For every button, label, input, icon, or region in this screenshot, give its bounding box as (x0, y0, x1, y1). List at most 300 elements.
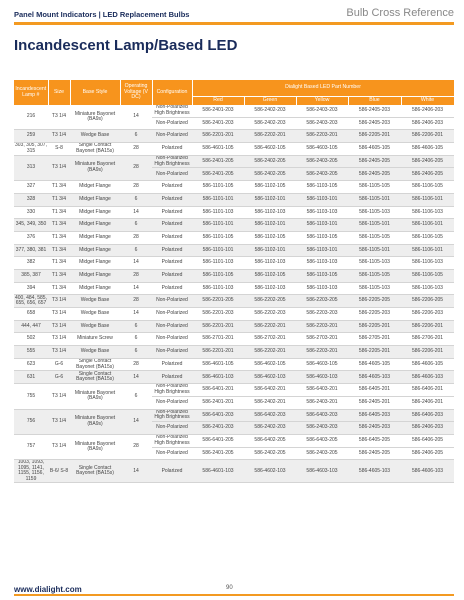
cell-part-green: 586-6402-205 (244, 434, 296, 447)
cell-part-blue: 586-2205-203 (348, 308, 401, 321)
cell-part-red: 586-2201-201 (192, 130, 244, 143)
cell-part-red: 586-4601-103 (192, 371, 244, 384)
cell-part-white: 586-2406-205 (401, 168, 454, 181)
table-row (14, 257, 454, 270)
table-body (14, 105, 454, 483)
cell-size: B-6/ S-8 (48, 460, 70, 483)
cell-part-blue: 586-2205-201 (348, 130, 401, 143)
cell-part-yellow: 586-4603-105 (296, 143, 348, 156)
cell-part-white: 586-6406-205 (401, 434, 454, 447)
cell-voltage: 14 (120, 206, 152, 219)
footer-divider (14, 594, 454, 596)
cell-lamp-number: 444, 447 (14, 320, 48, 333)
cell-part-red: 586-1101-105 (192, 269, 244, 282)
header-divider (14, 22, 454, 25)
cell-part-blue: 586-2405-201 (348, 396, 401, 409)
cell-part-white: 586-1106-101 (401, 219, 454, 232)
cell-base-style: Midget Flange (70, 193, 120, 206)
table-row (14, 434, 454, 447)
cell-part-blue: 586-1105-101 (348, 193, 401, 206)
cell-size: T1 3/4 (48, 193, 70, 206)
cell-base-style: Midget Flange (70, 181, 120, 194)
cell-voltage: 6 (120, 384, 152, 409)
cell-lamp-number: 328 (14, 193, 48, 206)
cell-configuration: Polarized (152, 460, 192, 483)
cell-lamp-number: 502 (14, 333, 48, 346)
cell-base-style: Miniature Bayonet (BA9s) (70, 384, 120, 409)
cell-lamp-number: 658 (14, 308, 48, 321)
cell-part-green: 586-4602-103 (244, 371, 296, 384)
cell-part-white: 586-2706-201 (401, 333, 454, 346)
cell-base-style: Single Contact Bayonet (BA15s) (70, 358, 120, 371)
cell-part-yellow: 586-4603-103 (296, 460, 348, 483)
cell-configuration: Polarized (152, 231, 192, 244)
cell-configuration: Non-Polarized (152, 130, 192, 143)
cell-configuration: Non-Polarized High Brightness (152, 434, 192, 447)
cell-part-white: 586-1106-103 (401, 257, 454, 270)
cell-part-green: 586-2702-201 (244, 333, 296, 346)
cell-configuration: Non-Polarized (152, 396, 192, 409)
cell-voltage: 14 (120, 105, 152, 130)
cell-size: T3 1/4 (48, 155, 70, 180)
header-yellow: Yellow (296, 97, 348, 106)
table-row (14, 143, 454, 156)
cell-part-green: 586-1102-101 (244, 193, 296, 206)
cell-part-red: 586-1101-101 (192, 193, 244, 206)
cell-voltage: 14 (120, 460, 152, 483)
cell-part-yellow: 586-4603-103 (296, 371, 348, 384)
cell-lamp-number: 345, 349, 350 (14, 219, 48, 232)
cell-part-yellow: 586-1103-103 (296, 257, 348, 270)
header-size: Size (48, 80, 70, 105)
cell-part-white: 586-6406-203 (401, 409, 454, 422)
cell-configuration: Non-Polarized (152, 168, 192, 181)
cell-part-yellow: 586-2403-205 (296, 168, 348, 181)
cell-voltage: 6 (120, 320, 152, 333)
cell-part-green: 586-2402-203 (244, 422, 296, 435)
header-voltage: Operating Voltage (V DC) (120, 80, 152, 105)
section-title: Bulb Cross Reference (346, 7, 454, 19)
cell-part-white: 586-1106-101 (401, 244, 454, 257)
cell-part-blue: 586-6405-203 (348, 409, 401, 422)
cell-configuration: Non-Polarized (152, 333, 192, 346)
cell-lamp-number: 327 (14, 181, 48, 194)
cell-part-white: 586-6406-201 (401, 384, 454, 397)
cell-voltage: 6 (120, 193, 152, 206)
cell-configuration: Polarized (152, 282, 192, 295)
cell-part-yellow: 586-6403-203 (296, 409, 348, 422)
cell-part-yellow: 586-2203-203 (296, 308, 348, 321)
cell-voltage: 6 (120, 219, 152, 232)
cell-configuration: Polarized (152, 193, 192, 206)
cell-size: T3 1/4 (48, 105, 70, 130)
cell-configuration: Non-Polarized High Brightness (152, 105, 192, 117)
cell-part-red: 586-1101-103 (192, 206, 244, 219)
table-row (14, 231, 454, 244)
cell-part-white: 586-2206-203 (401, 308, 454, 321)
cell-part-yellow: 586-1103-101 (296, 244, 348, 257)
cell-lamp-number: 259 (14, 130, 48, 143)
cell-voltage: 14 (120, 371, 152, 384)
cell-part-blue: 586-1105-105 (348, 231, 401, 244)
cell-part-green: 586-1102-103 (244, 282, 296, 295)
cell-part-blue: 586-1105-105 (348, 181, 401, 194)
cell-part-yellow: 586-1103-105 (296, 181, 348, 194)
page-title: Incandescent Lamp/Based LED (14, 37, 238, 54)
cell-part-blue: 586-1105-103 (348, 257, 401, 270)
cell-part-blue: 586-2205-201 (348, 320, 401, 333)
cell-part-white: 586-4606-103 (401, 460, 454, 483)
table-row (14, 269, 454, 282)
cell-voltage: 28 (120, 295, 152, 308)
cell-voltage: 28 (120, 143, 152, 156)
table-row (14, 460, 454, 483)
cell-part-yellow: 586-2403-205 (296, 447, 348, 460)
cell-size: T1 3/4 (48, 269, 70, 282)
cell-part-white: 586-2406-203 (401, 117, 454, 130)
cell-base-style: Midget Flange (70, 244, 120, 257)
cell-voltage: 6 (120, 346, 152, 359)
cell-size: T1 3/4 (48, 282, 70, 295)
cell-lamp-number: 330 (14, 206, 48, 219)
cell-part-red: 586-1101-105 (192, 231, 244, 244)
cell-part-blue: 586-2405-205 (348, 168, 401, 181)
cell-configuration: Non-Polarized (152, 320, 192, 333)
cell-lamp-number: 303, 305, 307, 315 (15, 142, 47, 154)
cell-voltage: 14 (120, 282, 152, 295)
cell-part-yellow: 586-1103-105 (296, 269, 348, 282)
cell-part-green: 586-4602-105 (244, 358, 296, 371)
cell-part-green: 586-2202-201 (244, 346, 296, 359)
cell-configuration: Polarized (152, 206, 192, 219)
cell-size: T1 3/4 (48, 219, 70, 232)
table-row (14, 282, 454, 295)
cell-base-style: Midget Flange (70, 231, 120, 244)
cell-part-yellow: 586-2203-201 (296, 320, 348, 333)
cell-configuration: Polarized (152, 143, 192, 156)
cell-part-red: 586-4601-103 (192, 460, 244, 483)
cell-part-yellow: 586-2403-203 (296, 105, 348, 117)
cell-part-green: 586-6402-201 (244, 384, 296, 397)
cell-part-red: 586-2201-201 (192, 320, 244, 333)
cell-base-style: Miniature Screw (70, 333, 120, 346)
cell-part-blue: 586-4605-103 (348, 460, 401, 483)
cell-part-blue: 586-1105-101 (348, 244, 401, 257)
cell-part-green: 586-6402-203 (244, 409, 296, 422)
cell-part-red: 586-1101-105 (192, 181, 244, 194)
cell-part-yellow: 586-1103-103 (296, 206, 348, 219)
cell-base-style: Miniature Bayonet (BA9s) (70, 155, 120, 180)
cell-part-white: 586-2406-203 (401, 422, 454, 435)
cell-part-yellow: 586-2403-203 (296, 422, 348, 435)
cell-part-green: 586-1102-105 (244, 231, 296, 244)
cell-part-yellow: 586-6403-201 (296, 384, 348, 397)
cell-part-green: 586-1102-103 (244, 206, 296, 219)
cell-size: T3 1/4 (48, 384, 70, 409)
cell-part-blue: 586-2405-205 (348, 447, 401, 460)
table-row (14, 409, 454, 422)
cell-base-style: Wedge Base (70, 320, 120, 333)
cell-part-green: 586-2402-203 (244, 117, 296, 130)
cell-lamp-number: 555 (14, 346, 48, 359)
table-row (14, 219, 454, 232)
table-row (14, 130, 454, 143)
cell-part-green: 586-2402-205 (244, 447, 296, 460)
cell-part-yellow: 586-4603-105 (296, 358, 348, 371)
cell-size: T3 1/4 (48, 434, 70, 459)
cell-base-style: Wedge Base (70, 130, 120, 143)
cell-part-red: 586-2401-203 (192, 105, 244, 117)
cell-part-green: 586-1102-103 (244, 257, 296, 270)
cell-voltage: 6 (120, 130, 152, 143)
cell-size: T3 1/4 (48, 320, 70, 333)
cell-size: T1 3/4 (48, 206, 70, 219)
cell-part-white: 586-1106-103 (401, 282, 454, 295)
cell-part-red: 586-2701-201 (192, 333, 244, 346)
cell-size: T3 1/4 (48, 346, 70, 359)
cell-lamp-number: 377, 380, 381 (14, 244, 48, 257)
cell-part-white: 586-2406-205 (401, 155, 454, 168)
cell-voltage: 14 (120, 308, 152, 321)
cell-lamp-number: 623 (14, 358, 48, 371)
cell-part-yellow: 586-1103-101 (296, 193, 348, 206)
cell-part-yellow: 586-2203-205 (296, 295, 348, 308)
cell-base-style: Single Contact Bayonet (BA15s) (70, 460, 120, 483)
cell-part-green: 586-2402-205 (244, 155, 296, 168)
cell-part-blue: 586-6405-201 (348, 384, 401, 397)
cell-part-red: 586-2401-203 (192, 117, 244, 130)
cell-part-red: 586-4601-105 (192, 143, 244, 156)
page-header (14, 7, 454, 21)
cell-part-green: 586-1102-101 (244, 244, 296, 257)
cell-part-white: 586-4606-105 (401, 358, 454, 371)
cell-part-yellow: 586-1103-103 (296, 282, 348, 295)
cell-base-style: Miniature Bayonet (BA9s) (70, 105, 120, 130)
cell-part-yellow: 586-2203-201 (296, 130, 348, 143)
cell-size: T3 1/4 (48, 130, 70, 143)
cell-lamp-number: 757 (14, 434, 48, 459)
cell-part-green: 586-2202-201 (244, 320, 296, 333)
cell-base-style: Wedge Base (70, 308, 120, 321)
cell-part-red: 586-4601-105 (192, 358, 244, 371)
cell-part-yellow: 586-2703-201 (296, 333, 348, 346)
cell-part-white: 586-2406-203 (401, 105, 454, 117)
table-row (14, 308, 454, 321)
cell-part-white: 586-1106-101 (401, 193, 454, 206)
cell-part-green: 586-2202-205 (244, 295, 296, 308)
header-white: White (401, 97, 454, 106)
cell-voltage: 14 (120, 409, 152, 434)
table-row (14, 206, 454, 219)
cell-part-yellow: 586-1103-105 (296, 231, 348, 244)
header-lamp: Incandescent Lamp # (14, 80, 48, 105)
cell-size: S-8 (48, 143, 70, 156)
cell-base-style: Midget Flange (70, 219, 120, 232)
cell-configuration: Non-Polarized (152, 295, 192, 308)
cell-base-style: Midget Flange (70, 269, 120, 282)
cell-part-red: 586-2401-205 (192, 168, 244, 181)
cell-size: T3 1/4 (48, 409, 70, 434)
cell-part-red: 586-1101-103 (192, 282, 244, 295)
table-row (14, 384, 454, 397)
header-part-number-group: Dialight Based LED Part Number (192, 80, 454, 97)
cell-part-green: 586-2202-201 (244, 130, 296, 143)
cell-part-white: 586-4606-105 (401, 143, 454, 156)
cell-part-red: 586-2401-205 (192, 155, 244, 168)
cell-configuration: Polarized (152, 269, 192, 282)
cell-part-blue: 586-4605-103 (348, 371, 401, 384)
cell-part-blue: 586-2205-201 (348, 346, 401, 359)
cell-size: G-6 (48, 371, 70, 384)
cell-part-blue: 586-1105-101 (348, 219, 401, 232)
cell-base-style: Midget Flange (70, 206, 120, 219)
cell-part-white: 586-2406-205 (401, 447, 454, 460)
cell-lamp-number: 216 (14, 105, 48, 130)
cell-part-blue: 586-2405-205 (348, 155, 401, 168)
cell-part-red: 586-2401-201 (192, 396, 244, 409)
cell-part-blue: 586-1105-103 (348, 282, 401, 295)
cell-part-white: 586-1106-105 (401, 231, 454, 244)
cell-part-red: 586-2401-203 (192, 422, 244, 435)
cell-base-style: Midget Flange (70, 282, 120, 295)
cell-configuration: Polarized (152, 371, 192, 384)
cell-part-blue: 586-1105-103 (348, 206, 401, 219)
cell-part-white: 586-1106-105 (401, 181, 454, 194)
cell-part-blue: 586-2405-203 (348, 105, 401, 117)
cell-size: T1 3/4 (48, 244, 70, 257)
footer-url[interactable]: www.dialight.com (14, 585, 82, 594)
cell-size: T1 3/4 (48, 181, 70, 194)
cell-base-style: Miniature Bayonet (BA9s) (70, 409, 120, 434)
cell-lamp-number: 756 (14, 409, 48, 434)
page-number: 90 (226, 585, 233, 591)
cell-lamp-number: 394 (14, 282, 48, 295)
cell-part-yellow: 586-2203-201 (296, 346, 348, 359)
cell-base-style: Single Contact Bayonet (BA15s) (70, 143, 120, 156)
cell-part-white: 586-2406-201 (401, 396, 454, 409)
cell-configuration: Non-Polarized (152, 447, 192, 460)
cell-size: T3 1/4 (48, 308, 70, 321)
cell-part-blue: 586-2405-203 (348, 117, 401, 130)
cell-configuration: Polarized (152, 181, 192, 194)
cell-voltage: 28 (120, 269, 152, 282)
cell-voltage: 28 (120, 434, 152, 459)
cell-voltage: 14 (120, 257, 152, 270)
cell-voltage: 6 (120, 244, 152, 257)
cell-part-yellow: 586-2403-203 (296, 117, 348, 130)
cell-base-style: Wedge Base (70, 295, 120, 308)
cell-part-yellow: 586-1103-101 (296, 219, 348, 232)
cell-lamp-number: 382 (14, 257, 48, 270)
cell-lamp-number: 755 (14, 384, 48, 409)
cell-voltage: 28 (120, 181, 152, 194)
cell-lamp-number: 1003, 1093, 1095, 1141, 1155, 1156, 1159 (14, 460, 48, 483)
cell-part-blue: 586-2705-201 (348, 333, 401, 346)
cell-size: T3 1/4 (48, 333, 70, 346)
cell-part-green: 586-1102-105 (244, 181, 296, 194)
cell-part-red: 586-1101-101 (192, 244, 244, 257)
cell-voltage: 28 (120, 358, 152, 371)
table-row (14, 320, 454, 333)
table-row (14, 193, 454, 206)
cell-base-style: Miniature Bayonet (BA9s) (70, 434, 120, 459)
cell-part-red: 586-2201-203 (192, 308, 244, 321)
cell-part-green: 586-2202-203 (244, 308, 296, 321)
table-row (14, 371, 454, 384)
cell-configuration: Polarized (152, 244, 192, 257)
cell-part-green: 586-4602-103 (244, 460, 296, 483)
cell-part-blue: 586-6405-205 (348, 434, 401, 447)
cell-configuration: Non-Polarized High Brightness (152, 409, 192, 422)
cell-configuration: Non-Polarized High Brightness (152, 384, 192, 397)
cell-part-red: 586-6401-205 (192, 434, 244, 447)
cell-part-white: 586-2206-201 (401, 320, 454, 333)
header-blue: Blue (348, 97, 401, 106)
cell-lamp-number: 376 (14, 231, 48, 244)
cell-base-style: Wedge Base (70, 346, 120, 359)
cell-configuration: Non-Polarized High Brightness (152, 155, 192, 168)
cell-configuration: Polarized (152, 219, 192, 232)
cell-base-style: Midget Flange (70, 257, 120, 270)
cell-part-blue: 586-1105-105 (348, 269, 401, 282)
cell-part-green: 586-1102-105 (244, 269, 296, 282)
cell-part-white: 586-4606-103 (401, 371, 454, 384)
cell-voltage: 6 (120, 333, 152, 346)
cell-part-white: 586-1106-105 (401, 269, 454, 282)
cell-part-blue: 586-4605-105 (348, 143, 401, 156)
category-label: Panel Mount Indicators | LED Replacement Bulbs (14, 10, 190, 19)
cell-base-style: Single Contact Bayonet (BA15s) (70, 371, 120, 384)
header-red: Red (192, 97, 244, 106)
cell-part-yellow: 586-2403-205 (296, 155, 348, 168)
table-row (14, 105, 454, 117)
cell-voltage: 28 (120, 155, 152, 180)
table-row (14, 181, 454, 194)
cell-part-blue: 586-2205-205 (348, 295, 401, 308)
cell-lamp-number: 385, 387 (14, 269, 48, 282)
table-row (14, 295, 454, 308)
cell-configuration: Polarized (152, 358, 192, 371)
table-row (14, 346, 454, 359)
cell-configuration: Non-Polarized (152, 422, 192, 435)
cell-part-green: 586-2402-205 (244, 168, 296, 181)
cell-part-blue: 586-4605-105 (348, 358, 401, 371)
header-green: Green (244, 97, 296, 106)
header-configuration: Configuration (152, 80, 192, 105)
cell-lamp-number: 400, 484, 585, 655, 656, 657 (15, 294, 47, 307)
cell-part-blue: 586-2405-203 (348, 422, 401, 435)
cell-configuration: Polarized (152, 257, 192, 270)
cell-part-white: 586-2206-201 (401, 130, 454, 143)
cell-size: T1 3/4 (48, 257, 70, 270)
cell-part-red: 586-2201-205 (192, 295, 244, 308)
cell-part-yellow: 586-6403-205 (296, 434, 348, 447)
table-row (14, 333, 454, 346)
cell-part-red: 586-1101-103 (192, 257, 244, 270)
cell-lamp-number: 631 (14, 371, 48, 384)
cell-size: T3 1/4 (48, 295, 70, 308)
cell-configuration: Non-Polarized (152, 117, 192, 130)
cell-part-red: 586-6401-203 (192, 409, 244, 422)
cell-part-white: 586-2206-205 (401, 295, 454, 308)
cell-lamp-number: 313 (14, 155, 48, 180)
cell-part-green: 586-2402-201 (244, 396, 296, 409)
cell-part-red: 586-1101-101 (192, 219, 244, 232)
table-row (14, 358, 454, 371)
cross-reference-table (14, 80, 455, 483)
cell-configuration: Non-Polarized (152, 346, 192, 359)
cell-configuration: Non-Polarized (152, 308, 192, 321)
